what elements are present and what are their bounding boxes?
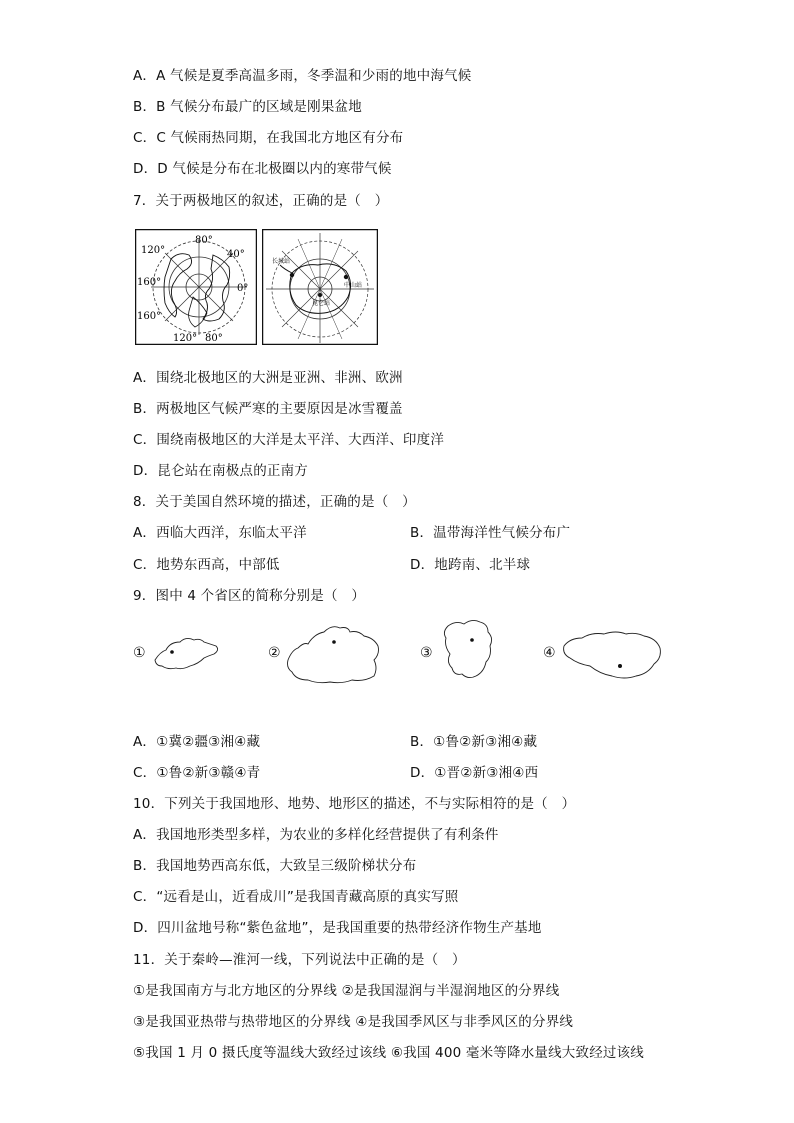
hunan-outline <box>438 614 498 684</box>
arctic-map-figure <box>135 229 257 345</box>
q7-option-a: A．围绕北极地区的大洲是亚洲、非洲、欧洲 <box>133 370 403 386</box>
q10-stem: 10．下列关于我国地形、地势、地形区的描述，不与实际相符的是（ ） <box>133 796 576 812</box>
q9-stem: 9．图中 4 个省区的简称分别是（ ） <box>133 588 366 604</box>
province-label-3: ③ <box>420 645 433 661</box>
arctic-label-6: 160° <box>137 311 162 322</box>
q8-option-d: D．地跨南、北半球 <box>410 557 531 573</box>
antarctic-map-figure <box>262 229 378 345</box>
q9-option-d: D．①晋②新③湘④西 <box>410 765 539 781</box>
province-label-1: ① <box>133 645 146 661</box>
q7-option-b: B．两极地区气候严寒的主要原因是冰雪覆盖 <box>133 401 403 417</box>
q6-option-b: B．B 气候分布最广的区域是刚果盆地 <box>133 99 362 115</box>
q9-option-c: C．①鲁②新③赣④青 <box>133 765 261 781</box>
q11-stem: 11．关于秦岭—淮河一线，下列说法中正确的是（ ） <box>133 952 466 968</box>
q11-statements-3: ⑤我国 1 月 0 摄氏度等温线大致经过该线 ⑥我国 400 毫米等降水量线大致经过该线 <box>133 1045 644 1061</box>
q11-statements-1: ①是我国南方与北方地区的分界线 ②是我国湿润与半湿润地区的分界线 <box>133 983 560 999</box>
kunlun-station-label: 昆仑站 <box>312 300 331 307</box>
q10-option-a: A．我国地形类型多样，为农业的多样化经营提供了有利条件 <box>133 827 499 843</box>
q7-option-d: D．昆仑站在南极点的正南方 <box>133 463 308 479</box>
q8-option-b: B．温带海洋性气候分布广 <box>410 525 571 541</box>
q10-option-d: D．四川盆地号称“紫色盆地”，是我国重要的热带经济作物生产基地 <box>133 920 542 936</box>
great-wall-station-label: 长城站 <box>272 258 291 265</box>
q6-option-d: D．D 气候是分布在北极圈以内的寒带气候 <box>133 161 392 177</box>
q6-option-a: A．A 气候是夏季高温多雨，冬季温和少雨的地中海气候 <box>133 68 472 84</box>
arctic-label-8: 80° <box>205 333 223 344</box>
province-label-4: ④ <box>543 645 556 661</box>
q8-option-c: C．地势东西高，中部低 <box>133 557 280 573</box>
q9-option-a: A．①冀②疆③湘④藏 <box>133 734 261 750</box>
q9-option-b: B．①鲁②新③湘④藏 <box>410 734 538 750</box>
q10-option-b: B．我国地势西高东低，大致呈三级阶梯状分布 <box>133 858 417 874</box>
xinjiang-outline <box>284 620 384 686</box>
arctic-label-4: 160° <box>137 277 162 288</box>
q10-option-c: C．“远看是山，近看成川”是我国青藏高原的真实写照 <box>133 889 459 905</box>
q11-statements-2: ③是我国亚热带与热带地区的分界线 ④是我国季风区与非季风区的分界线 <box>133 1014 574 1030</box>
arctic-label-7: 120° <box>173 333 198 344</box>
arctic-label-1: 120° <box>141 245 166 256</box>
q6-option-c: C．C 气候雨热同期，在我国北方地区有分布 <box>133 130 404 146</box>
q8-option-a: A．西临大西洋，东临太平洋 <box>133 525 307 541</box>
arctic-label-5: 0° <box>237 283 249 294</box>
q7-stem: 7．关于两极地区的叙述，正确的是（ ） <box>133 193 389 209</box>
arctic-label-2: 80° <box>195 235 213 246</box>
shandong-outline <box>152 630 222 674</box>
q8-stem: 8．关于美国自然环境的描述，正确的是（ ） <box>133 494 416 510</box>
zhongshan-station-label: 中山站 <box>344 282 363 289</box>
q7-option-c: C．围绕南极地区的大洋是太平洋、大西洋、印度洋 <box>133 432 445 448</box>
arctic-label-3: 40° <box>227 249 245 260</box>
tibet-outline <box>560 626 664 682</box>
province-label-2: ② <box>268 645 281 661</box>
